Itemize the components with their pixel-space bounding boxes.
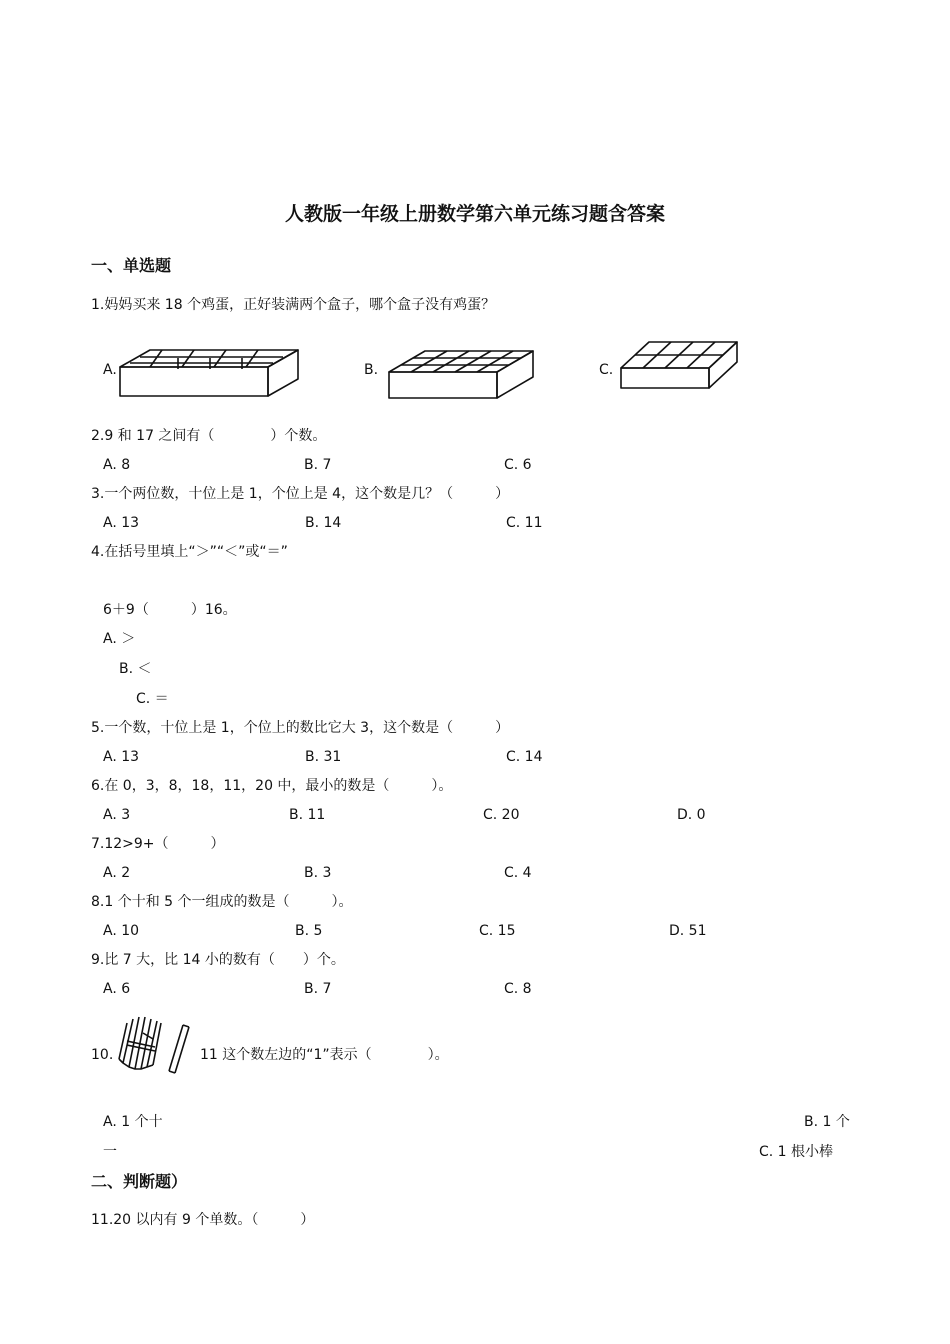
question-2-option-a: A. 8	[103, 457, 131, 473]
question-3-option-a: A. 13	[103, 515, 140, 531]
question-4-option-c: C. ＝	[136, 691, 169, 707]
question-9-option-a: A. 6	[103, 981, 131, 997]
question-1-option-b: B.	[364, 362, 379, 378]
question-4-option-b: B. ＜	[119, 661, 152, 677]
section-heading-true-false: 二、判断题）	[91, 1172, 188, 1191]
question-6-stem: 6.在 0，3，8，18，11，20 中，最小的数是（ ）。	[91, 778, 453, 794]
question-2-stem: 2.9 和 17 之间有（ ）个数。	[91, 428, 327, 444]
stick-bundle-icon	[113, 1011, 195, 1077]
section-heading-single-choice: 一、单选题	[91, 256, 172, 275]
question-11-stem: 11.20 以内有 9 个单数。（ ）	[91, 1212, 315, 1228]
question-7-option-a: A. 2	[103, 865, 131, 881]
question-10-option-b: B. 1 个	[804, 1114, 850, 1130]
question-1-option-c: C.	[599, 362, 614, 378]
question-10-option-a: A. 1 个十	[103, 1114, 163, 1130]
question-3-option-c: C. 11	[506, 515, 543, 531]
question-10-stem: 11 这个数左边的“1”表示（ ）。	[200, 1047, 449, 1063]
question-10-option-c: C. 1 根小棒	[759, 1144, 834, 1160]
question-6-option-c: C. 20	[483, 807, 520, 823]
question-10-number: 10.	[91, 1047, 114, 1063]
question-9-stem: 9.比 7 大，比 14 小的数有（ ）个。	[91, 952, 345, 968]
question-6-option-d: D. 0	[677, 807, 706, 823]
question-9-option-b: B. 7	[304, 981, 332, 997]
question-8-option-a: A. 10	[103, 923, 140, 939]
question-7-option-b: B. 3	[304, 865, 332, 881]
question-5-option-b: B. 31	[305, 749, 342, 765]
question-4-option-a: A. ＞	[103, 631, 136, 647]
question-10-option-b-continued: 一	[103, 1144, 117, 1160]
question-6-option-b: B. 11	[289, 807, 326, 823]
question-8-option-d: D. 51	[669, 923, 707, 939]
question-1-option-a: A.	[103, 362, 117, 378]
question-8-option-c: C. 15	[479, 923, 516, 939]
question-5-stem: 5.一个数，十位上是 1，个位上的数比它大 3，这个数是（ ）	[91, 720, 510, 736]
egg-carton-12-icon	[118, 345, 308, 403]
question-5-option-c: C. 14	[506, 749, 543, 765]
question-3-stem: 3.一个两位数，十位上是 1，个位上是 4，这个数是几？（ ）	[91, 486, 510, 502]
question-4-expression: 6＋9（ ）16。	[103, 602, 237, 618]
question-8-option-b: B. 5	[295, 923, 323, 939]
question-9-option-c: C. 8	[504, 981, 532, 997]
question-5-option-a: A. 13	[103, 749, 140, 765]
page-title: 人教版一年级上册数学第六单元练习题含答案	[284, 203, 665, 225]
question-7-option-c: C. 4	[504, 865, 532, 881]
question-1-stem: 1.妈妈买来 18 个鸡蛋，正好装满两个盒子，哪个盒子没有鸡蛋？	[91, 297, 496, 313]
question-4-stem: 4.在括号里填上“＞”“＜”或“＝”	[91, 544, 288, 560]
question-2-option-b: B. 7	[304, 457, 332, 473]
question-3-option-b: B. 14	[305, 515, 342, 531]
question-6-option-a: A. 3	[103, 807, 131, 823]
egg-carton-8-icon	[617, 338, 742, 394]
question-8-stem: 8.1 个十和 5 个一组成的数是（ ）。	[91, 894, 353, 910]
question-2-option-c: C. 6	[504, 457, 532, 473]
question-7-stem: 7.12>9+（ ）	[91, 836, 225, 852]
egg-carton-10-icon	[385, 346, 545, 404]
